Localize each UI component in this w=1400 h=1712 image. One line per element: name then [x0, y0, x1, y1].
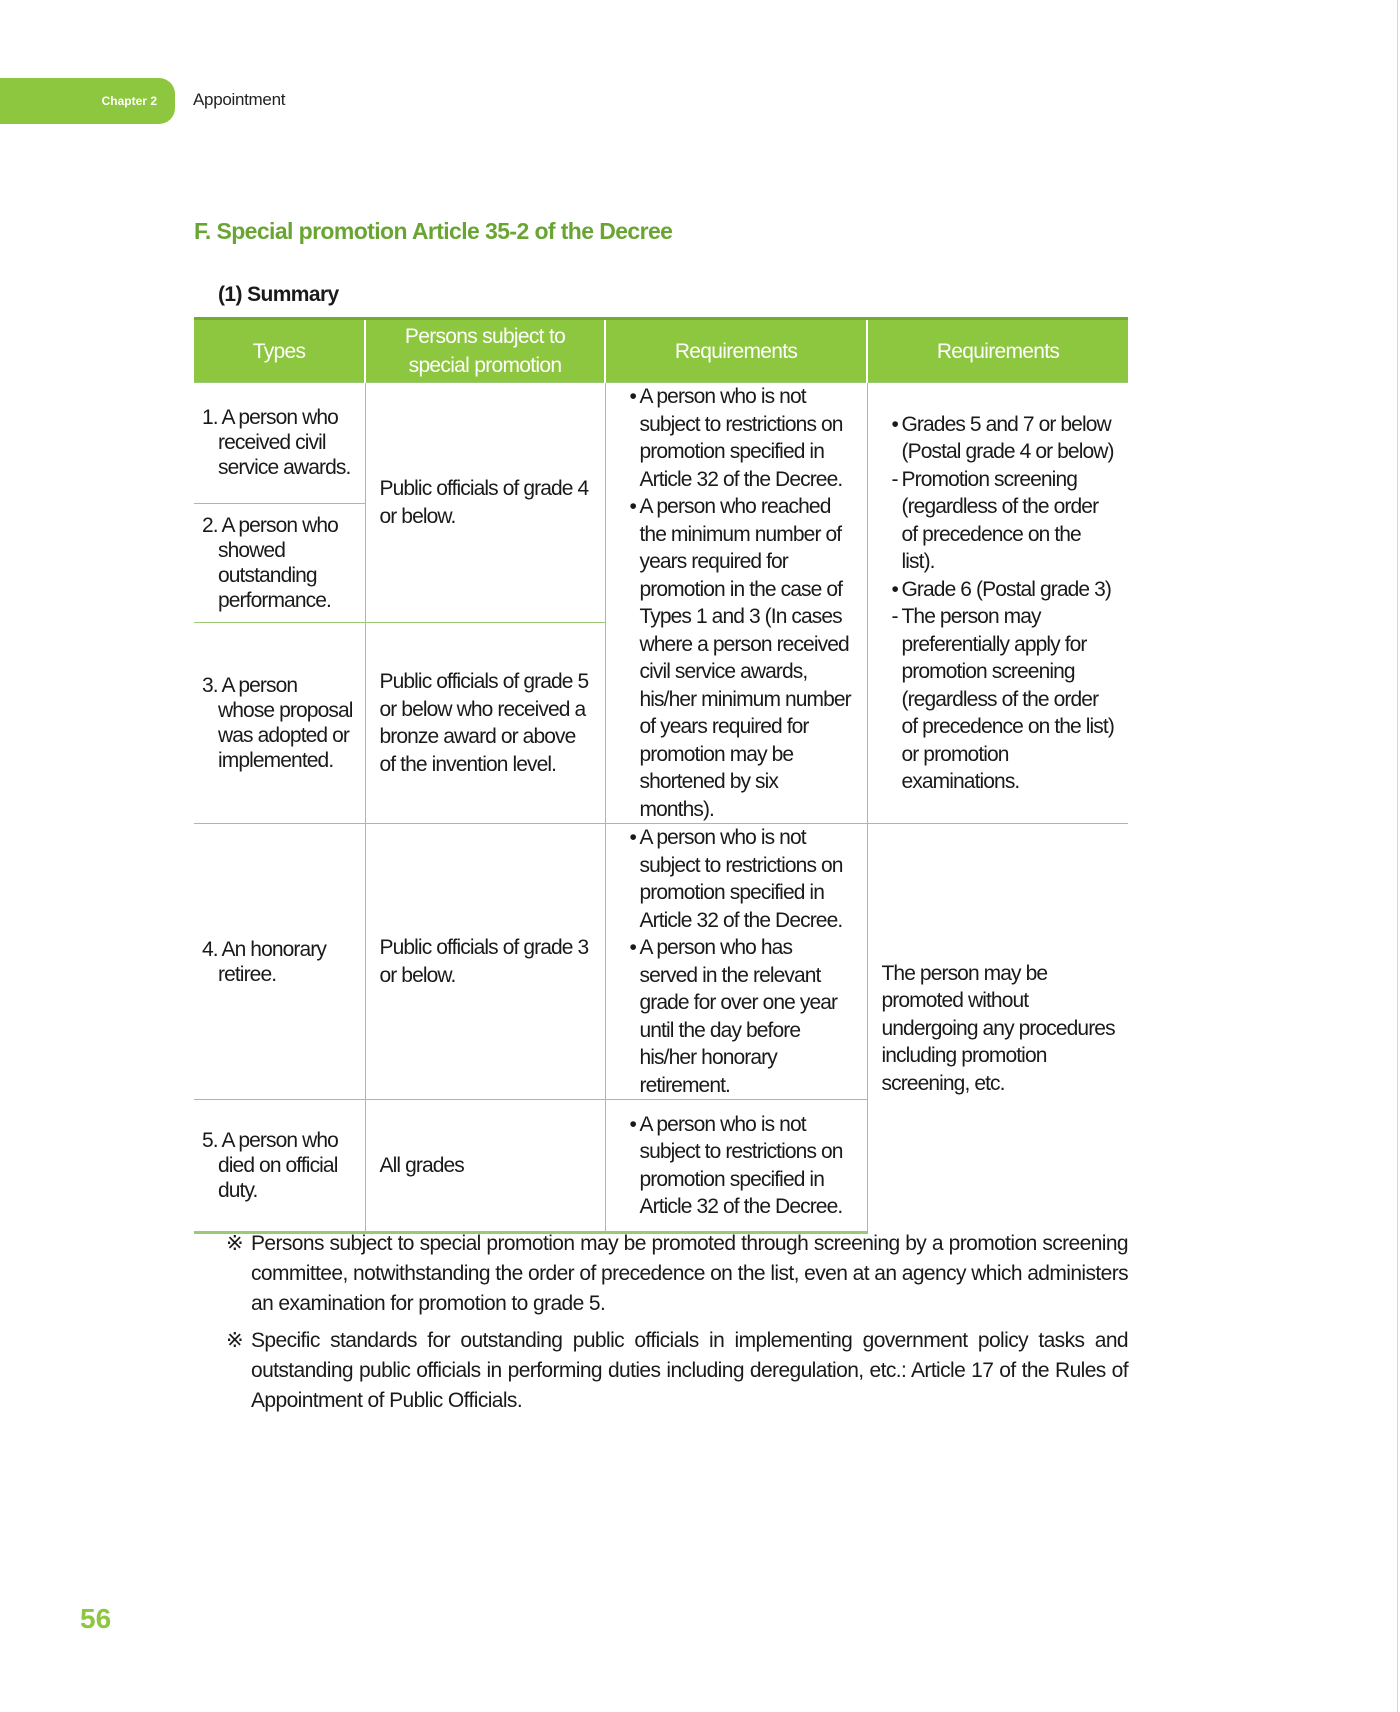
persons-text: Public officials of grade 3 or below. [379, 936, 589, 987]
section-heading: F. Special promotion Article 35-2 of the Decree [194, 218, 673, 244]
note-text: Persons subject to special promotion may be promoted through screening by a promotion screening committee, notwithstanding the order of precedence on the list, even at an agency which administers an examination for promotion to grade 5. [251, 1232, 1128, 1315]
type-text: 4. An honorary retiree. [202, 937, 326, 986]
requirement-2-text: The person may be promoted without undergoing any procedures including promotion screening, etc. [881, 961, 1115, 1095]
requirements-list [620, 383, 855, 823]
header-requirements: Requirements [605, 319, 867, 383]
type-text: 5. A person who died on official duty. [202, 1129, 338, 1202]
header-requirements-2: Requirements [867, 319, 1128, 383]
requirement-item: • A person who is not subject to restrictions on promotion specified in Article 32 of the Decree. [620, 1111, 855, 1221]
type-text: 1. A person who received civil service awards. [202, 406, 351, 480]
subsection-heading: (1) Summary [218, 283, 339, 306]
requirements-cell [605, 824, 867, 1100]
requirements-cell [605, 383, 867, 824]
note-text: Specific standards for outstanding public officials in implementing government policy tasks and outstanding public officials in performing duties including deregulation, etc.: Article 17 of the Rules of Appointment of Public Officials. [251, 1329, 1128, 1412]
persons-text: All grades [379, 1153, 464, 1177]
requirement-item: • A person who is not subject to restrictions on promotion specified in Article 32 of the Decree. [620, 824, 855, 934]
requirements-2-cell [867, 383, 1128, 824]
persons-cell [365, 383, 605, 623]
type-text: 2. A person who showed outstanding performance. [202, 513, 338, 612]
reference-mark-icon: ※ [226, 1329, 243, 1352]
type-cell [194, 1100, 365, 1233]
header-types: Types [194, 319, 365, 383]
note-item [226, 1326, 1128, 1416]
requirement-item: • A person who has served in the relevant grade for over one year until the day before his/her honorary retirement. [620, 934, 855, 1099]
requirement-2-item: • Grade 6 (Postal grade 3) [882, 576, 1117, 604]
table-header-row [194, 319, 1128, 383]
requirements-cell [605, 1100, 867, 1233]
table-row [194, 383, 1128, 504]
requirement-2-item: • Grades 5 and 7 or below (Postal grade 4 or below) [882, 411, 1117, 466]
requirements-2-list [882, 411, 1117, 796]
header-persons: Persons subject to special promotion [365, 319, 605, 383]
requirements-list [620, 824, 855, 1099]
note-item [226, 1229, 1128, 1319]
persons-cell [365, 1100, 605, 1233]
requirement-2-subitem: - The person may preferentially apply for promotion screening (regardless of the order of precedence on the list) or promotion examinations. [882, 603, 1117, 796]
requirements-list [620, 1111, 855, 1221]
page-number: 56 [80, 1603, 112, 1634]
type-text: 3. A person whose proposal was adopted or implemented. [202, 674, 353, 773]
type-cell [194, 503, 365, 623]
chapter-label: Chapter 2 [101, 94, 157, 108]
requirement-item: • A person who reached the minimum number of years required for promotion in the case of Types 1 and 3 (In cases where a person received civil service awards, his/her minimum number of years required for promotion may be shortened by six months). [620, 493, 855, 823]
notes [226, 1229, 1128, 1423]
type-cell [194, 623, 365, 824]
type-cell [194, 383, 365, 504]
requirement-item: • A person who is not subject to restrictions on promotion specified in Article 32 of the Decree. [620, 383, 855, 493]
persons-cell [365, 824, 605, 1100]
requirements-2-cell [867, 824, 1128, 1233]
reference-mark-icon: ※ [226, 1232, 243, 1255]
table-row [194, 824, 1128, 1100]
requirement-2-subitem: - Promotion screening (regardless of the order of precedence on the list). [882, 466, 1117, 576]
persons-text: Public officials of grade 5 or below who received a bronze award or above of the invention level. [379, 670, 589, 776]
persons-cell [365, 623, 605, 824]
type-cell [194, 824, 365, 1100]
page-edge-line [1397, 0, 1398, 1712]
running-title: Appointment [193, 90, 286, 109]
summary-table [194, 317, 1128, 1234]
persons-text: Public officials of grade 4 or below. [379, 477, 589, 528]
chapter-tab [0, 78, 175, 124]
